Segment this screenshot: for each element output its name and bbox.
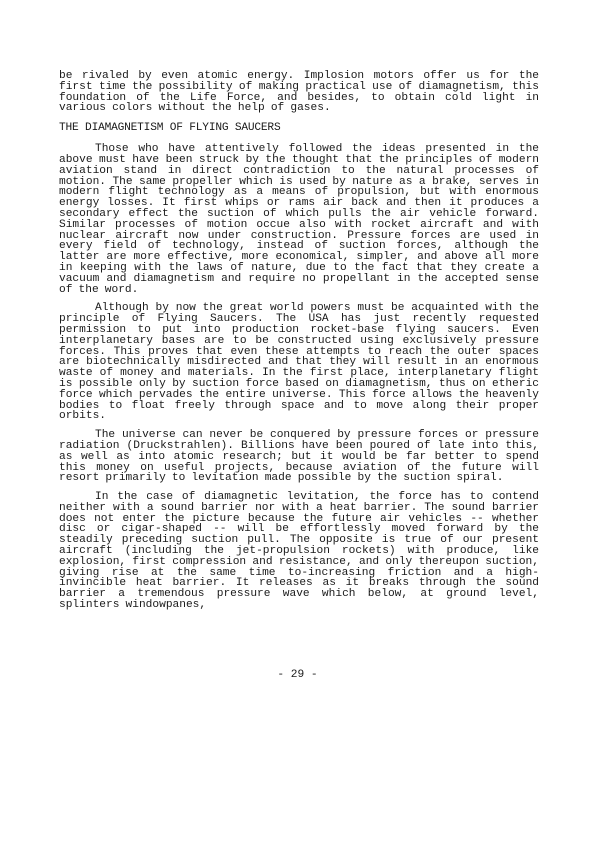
section-heading: THE DIAMAGNETISM OF FLYING SAUCERS <box>59 122 281 135</box>
document-page <box>59 71 539 619</box>
paragraph: In the case of diamagnetic levitation, the force has to contend neither with a sound barrier nor with a heat barrier. The sound barrier does not enter the picture because the future air vehicles -- whether disc or cigar-shaped -- will be effortlessly moved forward by the steadily preceding suction pull. The opposite is true of our present aircraft (including the jet-propulsion rockets) with produce, like explosion, first compression and resistance, and only thereupon suction, giving rise at the same time to-increasing friction and a high-invincible heat barrier. It releases as it breaks through the sound barrier a tremendous pressure wave which below, at ground level, splinters windowpanes, <box>59 491 539 612</box>
page-number: - 29 - <box>277 669 318 681</box>
paragraph-opening: be rivaled by even atomic energy. Implosion motors offer us for the first time the possibility of making practical use of diamagnetism, this foundation of the Life Force, and besides, to obtain cold light in various colors without the help of gases. <box>59 70 539 115</box>
paragraph: Although by now the great world powers must be acquainted with the principle of Flying Saucers. The USA has just recently requested permission to put into production rocket-base flying saucers. Even interplanetary bases are to be constructed using exclusively pressure forces. This proves that even these attempts to reach the outer spaces are biotechnically misdirected and that they will result in an enormous waste of money and materials. In the first place, interplanetary flight is possible only by suction force based on diamagnetism, thus on etheric force which pervades the entire universe. This force allows the heavenly bodies to float freely through space and to move along their proper orbits. <box>59 302 539 423</box>
paragraph: The universe can never be conquered by pressure forces or pressure radiation (Druckstrahlen). Billions have been poured of late into this, as well as into atomic research; but it would be far better to spend this money on useful projects, because aviation of the future will resort primarily to levitation made possible by the suction spiral. <box>59 429 539 485</box>
paragraph: Those who have attentively followed the ideas presented in the above must have been struck by the thought that the principles of modern aviation stand in direct contradiction to the natural processes of motion. The same propeller which is used by nature as a brake, serves in modern flight technology as a means of propulsion, but with enormous energy losses. It first whips or rams air back and then it produces a secondary effect the suction of which pulls the air vehicle forward. Similar processes of motion occue also with rocket aircraft and with nuclear aircraft now under construction. Pressure forces are used in every field of technology, instead of suction forces, although the latter are more effective, more economical, simpler, and above all more in keeping with the laws of nature, due to the fact that they create a vacuum and diamagnetism and require no propellant in the accepted sense of the word. <box>59 143 539 296</box>
